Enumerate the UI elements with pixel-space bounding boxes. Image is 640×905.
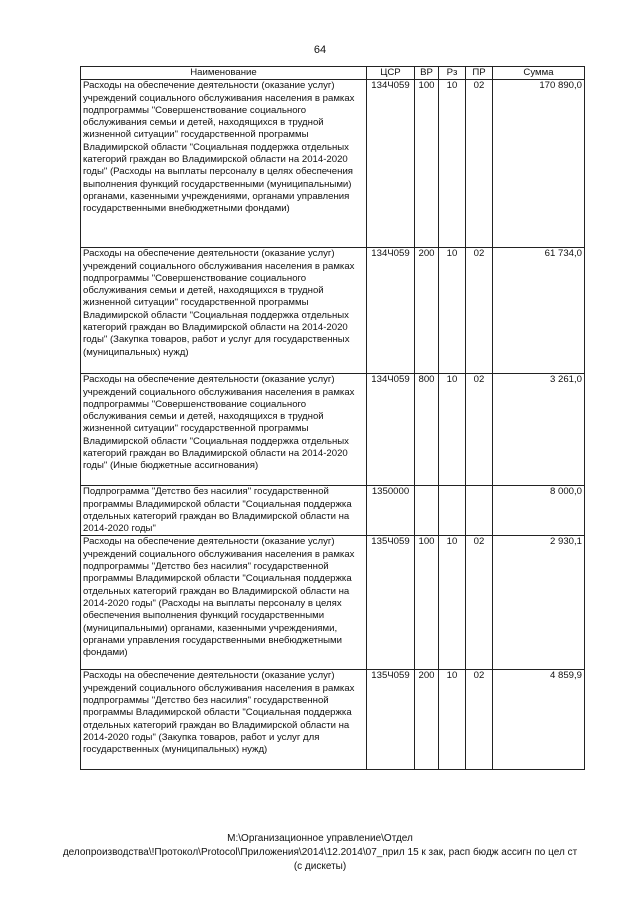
header-pr: ПР (466, 67, 493, 80)
header-name: Наименование (81, 67, 367, 80)
header-csr: ЦСР (367, 67, 415, 80)
cell-name: Расходы на обеспечение деятельности (оказание услуг) учреждений социального обслуживания населения в рамках подпрограммы "Детство без насилия" государственной программы Владимирской области "Социальная поддержка отдельных категорий граждан во Владимирской области на 2014-2020 годы" (Расходы на выплаты персоналу в целях обеспечения выполнения функций государственными (муниципальными) органами, казенными учреждениями, органами управления государственными внебюджетными фондами) (81, 536, 367, 670)
cell-sum: 61 734,0 (493, 248, 585, 374)
cell-name: Расходы на обеспечение деятельности (оказание услуг) учреждений социального обслуживания населения в рамках подпрограммы "Совершенствование социального обслуживания семьи и детей, находящихся в трудной жизненной ситуации" государственной программы Владимирской области "Социальная поддержка отдельных категорий граждан во Владимирской области на 2014-2020 годы" (Иные бюджетные ассигнования) (81, 374, 367, 486)
cell-csr: 135Ч059 (367, 670, 415, 770)
cell-name: Расходы на обеспечение деятельности (оказание услуг) учреждений социального обслуживания населения в рамках подпрограммы "Совершенствование социального обслуживания семьи и детей, находящихся в трудной жизненной ситуации" государственной программы Владимирской области "Социальная поддержка отдельных категорий граждан во Владимирской области на 2014-2020 годы" (Закупка товаров, работ и услуг для государственных (муниципальных) нужд) (81, 248, 367, 374)
cell-rz: 10 (439, 80, 466, 248)
header-sum: Сумма (493, 67, 585, 80)
cell-rz: 10 (439, 670, 466, 770)
cell-pr: 02 (466, 374, 493, 486)
table-row (81, 374, 585, 486)
cell-vr: 200 (415, 248, 439, 374)
cell-pr: 02 (466, 670, 493, 770)
cell-name: Расходы на обеспечение деятельности (оказание услуг) учреждений социального обслуживания населения в рамках подпрограммы "Детство без насилия" государственной программы Владимирской области "Социальная поддержка отдельных категорий граждан во Владимирской области на 2014-2020 годы" (Закупка товаров, работ и услуг для государственных (муниципальных) нужд) (81, 670, 367, 770)
table-row (81, 486, 585, 536)
table-row (81, 248, 585, 374)
cell-csr: 1350000 (367, 486, 415, 536)
cell-sum: 3 261,0 (493, 374, 585, 486)
header-rz: Рз (439, 67, 466, 80)
cell-csr: 134Ч059 (367, 80, 415, 248)
cell-pr (466, 486, 493, 536)
cell-pr: 02 (466, 536, 493, 670)
table-row (81, 536, 585, 670)
footer-line-3: (с дискеты) (293, 861, 347, 872)
cell-sum: 4 859,9 (493, 670, 585, 770)
cell-sum: 2 930,1 (493, 536, 585, 670)
file-path-footer (0, 832, 640, 874)
footer-line-1: М:\Организационное управление\Отдел (227, 833, 413, 844)
cell-vr: 100 (415, 536, 439, 670)
cell-sum: 8 000,0 (493, 486, 585, 536)
footer-line-2: делопроизводства\!Протокол\Protocol\Приложения\2014\12.2014\07_прил 15 к зак, расп бюдж ассигн по цел ст (62, 847, 578, 858)
cell-vr: 100 (415, 80, 439, 248)
cell-rz: 10 (439, 536, 466, 670)
table-row (81, 670, 585, 770)
cell-vr (415, 486, 439, 536)
cell-name: Расходы на обеспечение деятельности (оказание услуг) учреждений социального обслуживания населения в рамках подпрограммы "Совершенствование социального обслуживания семьи и детей, находящихся в трудной жизненной ситуации" государственной программы Владимирской области "Социальная поддержка отдельных категорий граждан во Владимирской области на 2014-2020 годы" (Расходы на выплаты персоналу в целях обеспечения выполнения функций государственными (муниципальными) органами, казенными учреждениями, органами управления государственными внебюджетными фондами) (81, 80, 367, 248)
cell-pr: 02 (466, 80, 493, 248)
page-number: 64 (313, 44, 327, 56)
header-vr: ВР (415, 67, 439, 80)
cell-sum: 170 890,0 (493, 80, 585, 248)
cell-rz: 10 (439, 374, 466, 486)
cell-rz: 10 (439, 248, 466, 374)
cell-csr: 135Ч059 (367, 536, 415, 670)
cell-csr: 134Ч059 (367, 248, 415, 374)
cell-csr: 134Ч059 (367, 374, 415, 486)
cell-pr: 02 (466, 248, 493, 374)
cell-vr: 200 (415, 670, 439, 770)
cell-rz (439, 486, 466, 536)
cell-vr: 800 (415, 374, 439, 486)
table-row (81, 80, 585, 248)
table-header-row (81, 67, 585, 80)
cell-name: Подпрограмма "Детство без насилия" государственной программы Владимирской области "Социальная поддержка отдельных категорий граждан во Владимирской области на 2014-2020 годы" (81, 486, 367, 536)
budget-table (80, 66, 585, 770)
